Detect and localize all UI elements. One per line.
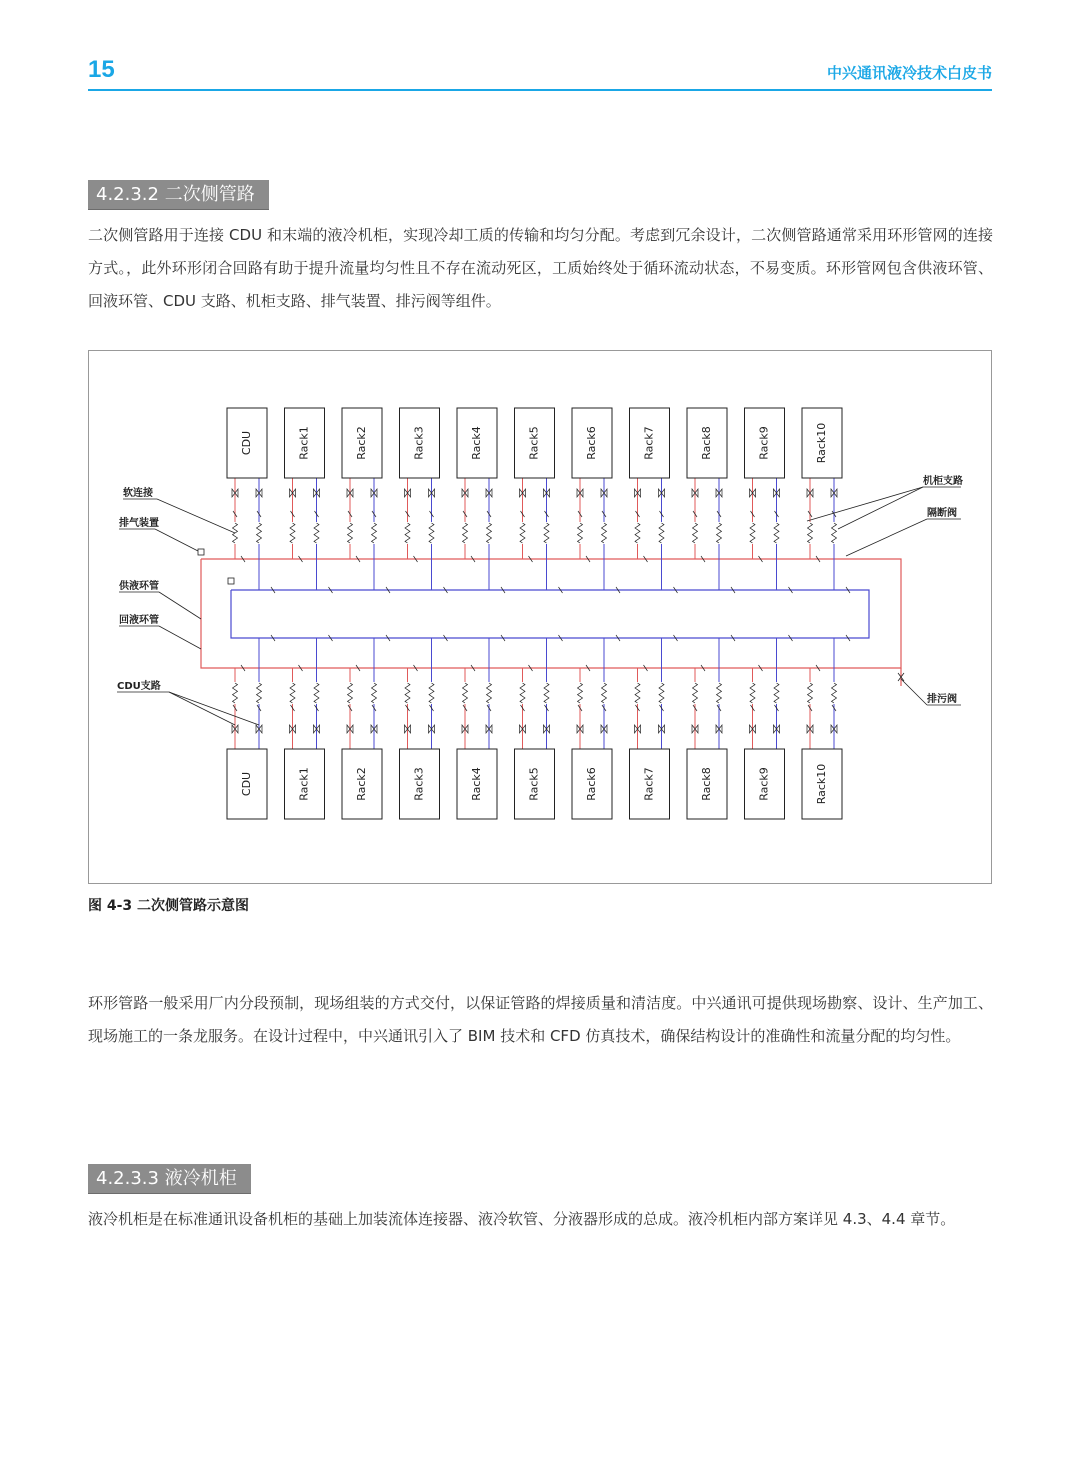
rack-unit-label: Rack7	[642, 767, 656, 801]
rack-unit-label: Rack1	[297, 426, 311, 460]
label-leader-line	[169, 692, 259, 725]
label-leader-line	[846, 519, 927, 556]
label-leader-line	[155, 529, 198, 551]
vent-device-symbol	[228, 578, 234, 584]
label-return-ring: 回液环管	[119, 615, 159, 626]
label-cdu-branch: CDU支路	[117, 681, 161, 692]
rack-unit-label: Rack4	[470, 767, 483, 801]
rack-unit-label: Rack3	[412, 767, 426, 801]
section-paragraph-ring-pipeline: 环形管路一般采用厂内分段预制，现场组装的方式交付，以保证管路的焊接质量和清洁度。中兴通讯可提供现场勘察、设计、生产加工、现场施工的一条龙服务。在设计过程中，中兴通讯引入了 BIM 技术和 CFD 仿真技术，确保结构设计的准确性和流量分配的均匀性。	[88, 994, 993, 1045]
section-paragraph-secondary-pipeline: 二次侧管路用于连接 CDU 和末端的液冷机柜，实现冷却工质的传输和均匀分配。考虑到冗余设计，二次侧管路通常采用环形管网的连接方式。，此外环形闭合回路有助于提升流量均匀性且不存在流动死区，工质始终处于循环流动状态，不易变质。环形管网包含供液环管、回液环管、CDU 支路、机柜支路、排气装置、排污阀等组件。	[88, 226, 993, 310]
rack-unit-label: Rack2	[355, 426, 368, 460]
bottom-unit-row	[227, 749, 842, 819]
rack-unit-label: Rack9	[757, 426, 771, 460]
label-isolation-valve: 隔断阀	[927, 508, 957, 519]
label-soft-connection: 软连接	[123, 488, 153, 499]
rack-unit-label: Rack10	[815, 422, 828, 464]
rack-unit-label: CDU	[240, 771, 253, 797]
rack-unit-label: Rack9	[757, 767, 771, 801]
return-ring-pipe	[231, 590, 869, 638]
pipeline-diagram-figure	[88, 350, 992, 884]
pipeline-diagram	[89, 351, 993, 885]
label-rack-branch: 机柜支路	[923, 476, 963, 487]
label-leader-line	[157, 499, 235, 533]
rack-unit-label: Rack6	[585, 767, 598, 801]
header-divider	[88, 89, 992, 91]
rack-unit-label: Rack2	[355, 767, 368, 801]
rack-unit-label: Rack8	[700, 426, 713, 460]
label-leader-line	[159, 592, 201, 619]
rack-unit-label: Rack10	[815, 763, 828, 805]
label-drain-valve: 排污阀	[927, 694, 957, 705]
rack-unit-label: Rack4	[470, 426, 483, 460]
label-vent-device: 排气装置	[119, 518, 159, 529]
rack-unit-label: CDU	[240, 430, 253, 456]
label-leader-line	[901, 679, 927, 705]
rack-unit-label: Rack8	[700, 767, 713, 801]
rack-unit-label: Rack6	[585, 426, 598, 460]
rack-unit-label: Rack5	[527, 426, 541, 460]
rack-unit-label: Rack3	[412, 426, 426, 460]
pipe-network	[198, 478, 904, 749]
page-number: 15	[88, 56, 115, 83]
vent-device-symbol	[198, 549, 204, 555]
section-heading-secondary-pipeline: 4.2.3.2 二次侧管路	[88, 180, 269, 210]
rack-unit-label: Rack5	[527, 767, 541, 801]
top-unit-row	[227, 408, 842, 478]
document-title: 中兴通讯液冷技术白皮书	[826, 64, 992, 82]
label-supply-ring: 供液环管	[119, 581, 159, 592]
supply-ring-pipe	[201, 559, 901, 668]
rack-unit-label: Rack1	[297, 767, 311, 801]
section-heading-liquid-cooled-cabinet: 4.2.3.3 液冷机柜	[88, 1164, 251, 1194]
rack-unit-label: Rack7	[642, 426, 656, 460]
section-paragraph-liquid-cooled-cabinet: 液冷机柜是在标准通讯设备机柜的基础上加装流体连接器、液冷软管、分液器形成的总成。液冷机柜内部方案详见 4.3、4.4 章节。	[88, 1210, 956, 1228]
label-leader-line	[159, 626, 201, 649]
label-leader-line	[169, 692, 235, 725]
figure-caption: 图 4-3 二次侧管路示意图	[88, 898, 250, 914]
